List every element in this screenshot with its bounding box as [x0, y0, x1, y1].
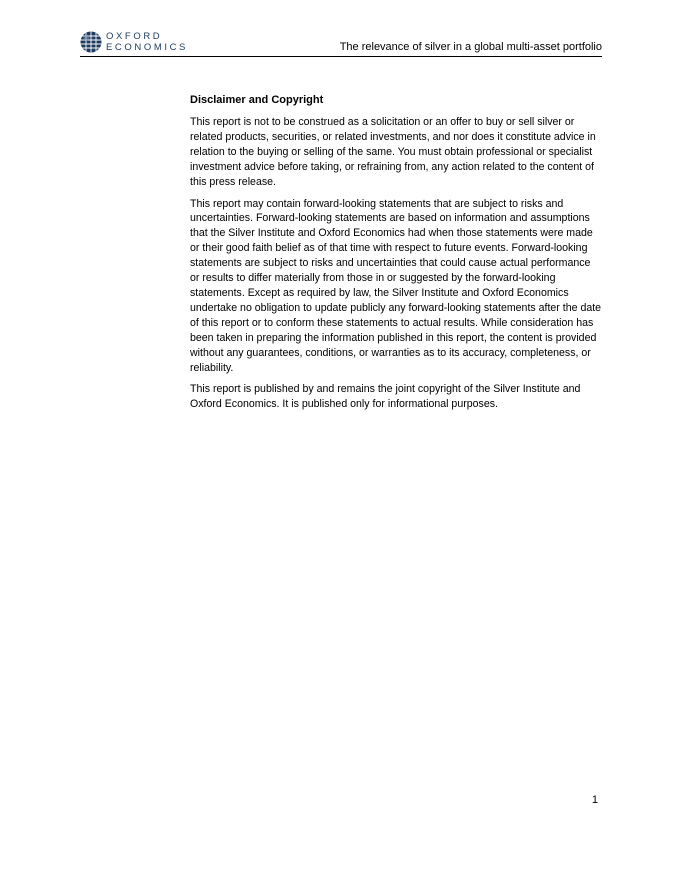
page-number: 1 — [591, 794, 598, 806]
header-divider — [80, 56, 602, 57]
disclaimer-section — [190, 93, 602, 419]
paragraph-copyright: This report is published by and remains the joint copyright of the Silver Institute and Oxford Economics. It is published only for informational purposes. — [190, 383, 581, 411]
logo-text-economics: ECONOMICS — [106, 42, 188, 53]
running-header-title: The relevance of silver in a global multi-asset portfolio — [339, 41, 602, 53]
oxford-economics-logo — [80, 30, 188, 54]
logo-text-oxford: OXFORD — [106, 31, 163, 42]
section-heading: Disclaimer and Copyright — [190, 94, 324, 106]
globe-icon — [80, 31, 102, 53]
paragraph-forward-looking: This report may contain forward-looking statements that are subject to risks and uncertainties. Forward-looking statements are based on information and assumptions that the Silver Institute and Oxford Economics had when those statements were made or their good faith belief as of that time with respect to future events. Forward-looking statements are subject to risks and uncertainties that could cause actual performance or results to differ materially from those in or suggested by the forward-looking statements. Except as required by law, the Silver Institute and Oxford Economics undertake no obligation to update publicly any forward-looking statements after the date of this report or to conform these statements to actual results. While consideration has been taken in preparing the information published in this report, the content is provided without any guarantees, conditions, or warranties as to its accuracy, completeness, or reliability. — [190, 197, 602, 374]
paragraph-solicitation: This report is not to be construed as a solicitation or an offer to buy or sell silver or related products, securities, or related investments, and nor does it constitute advice in relation to the buying or selling of the same. You must obtain professional or specialist investment advice before taking, or refraining from, any action related to the content of this press release. — [190, 116, 596, 188]
